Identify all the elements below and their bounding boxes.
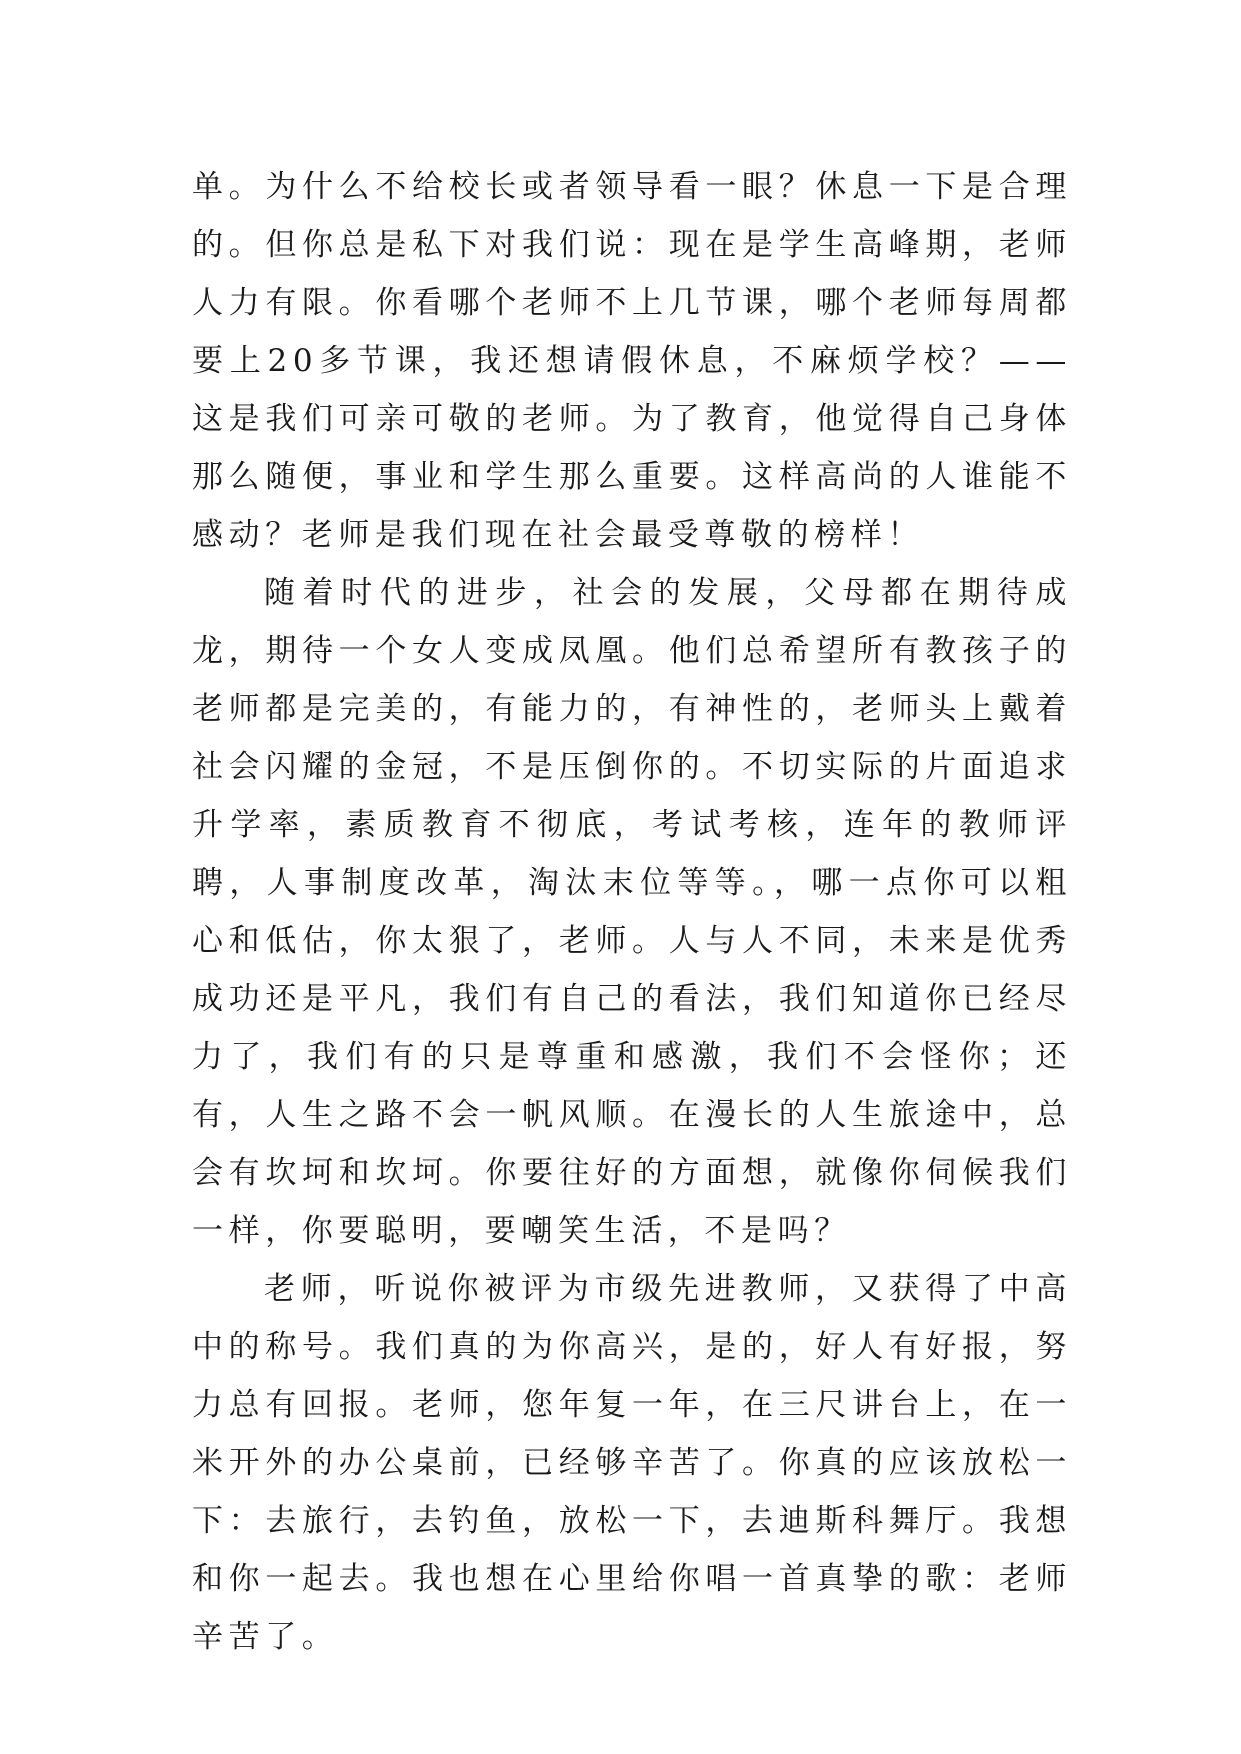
body-text [192,158,1072,1666]
paragraph-1: 单。为什么不给校长或者领导看一眼？休息一下是合理的。但你总是私下对我们说：现在是学生高峰期，老师人力有限。你看哪个老师不上几节课，哪个老师每周都要上20多节课，我还想请假休息，不麻烦学校？——这是我们可亲可敬的老师。为了教育，他觉得自己身体那么随便，事业和学生那么重要。这样高尚的人谁能不感动？老师是我们现在社会最受尊敬的榜样！ [192,169,1072,553]
paragraph-2: 随着时代的进步，社会的发展，父母都在期待成龙，期待一个女人变成凤凰。他们总希望所有教孩子的老师都是完美的，有能力的，有神性的，老师头上戴着社会闪耀的金冠，不是压倒你的。不切实际的片面追求升学率，素质教育不彻底，考试考核，连年的教师评聘，人事制度改革，淘汰末位等等。，哪一点你可以粗心和低估，你太狠了，老师。人与人不同，未来是优秀成功还是平凡，我们有自己的看法，我们知道你已经尽力了，我们有的只是尊重和感激，我们不会怪你；还有，人生之路不会一帆风顺。在漫长的人生旅途中，总会有坎坷和坎坷。你要往好的方面想，就像你伺候我们一样，你要聪明，要嘲笑生活，不是吗？ [192,575,1072,1249]
paragraph-3: 老师，听说你被评为市级先进教师，又获得了中高中的称号。我们真的为你高兴，是的，好人有好报，努力总有回报。老师，您年复一年，在三尺讲台上，在一米开外的办公桌前，已经够辛苦了。你真的应该放松一下：去旅行，去钓鱼，放松一下，去迪斯科舞厅。我想和你一起去。我也想在心里给你唱一首真挚的歌：老师辛苦了。 [192,1271,1072,1655]
